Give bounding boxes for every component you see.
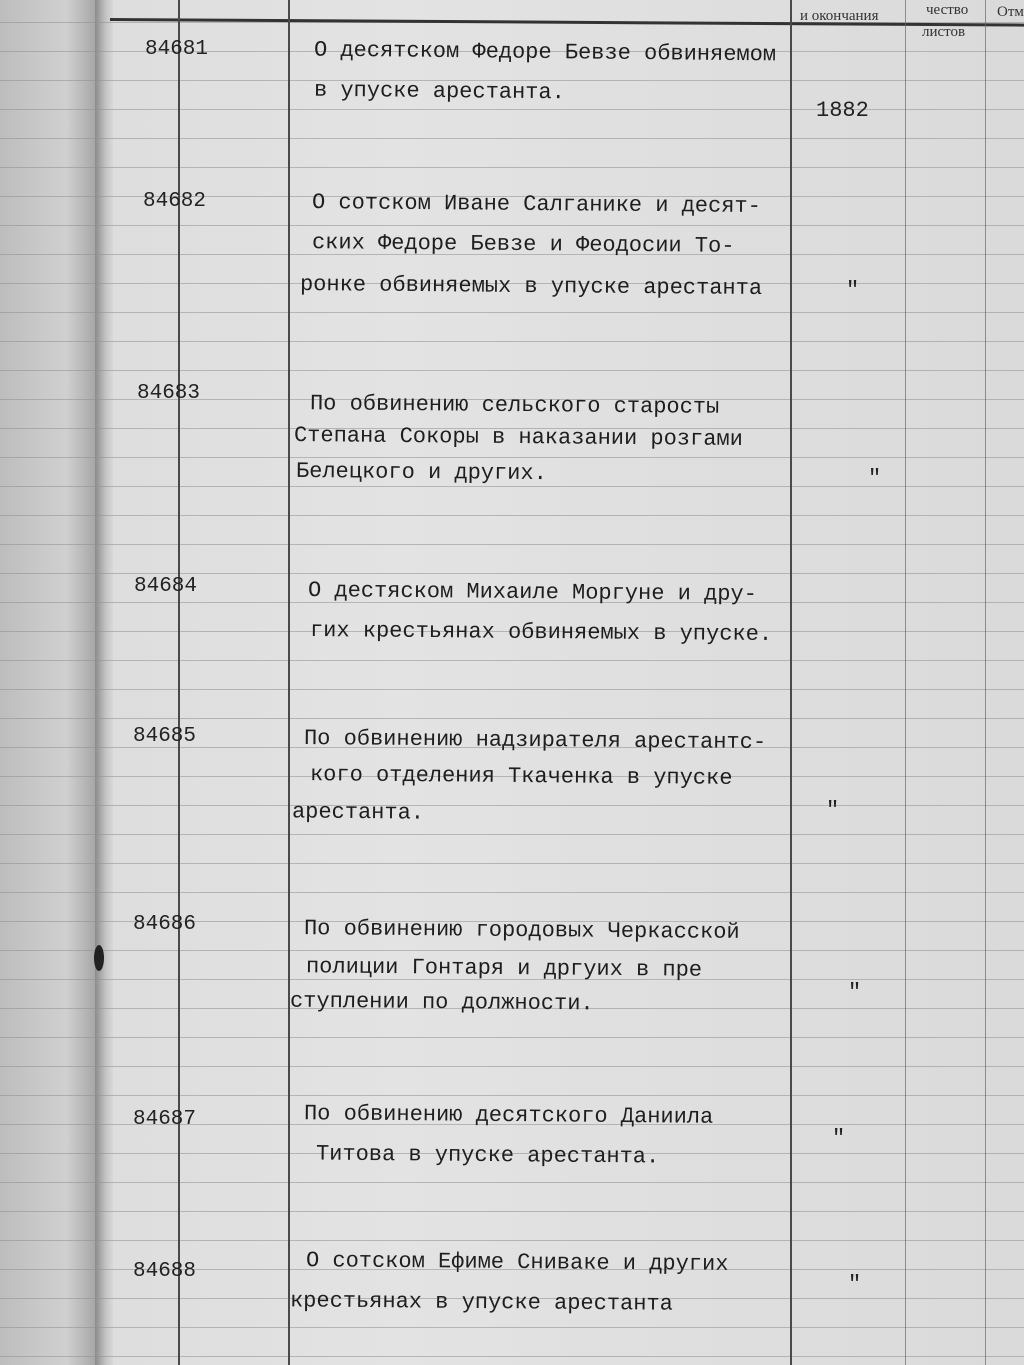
entry-number: 84688 (133, 1260, 197, 1283)
ditto-mark: " (868, 466, 882, 491)
entry-text-line: полиции Гонтаря и дргуих в пре (305, 954, 703, 983)
entry-text-line: По обвинению сельского старосты (309, 391, 720, 420)
entry-text-line: По обвинению надзирателя арестантс- (303, 725, 767, 756)
column-divider-title (288, 0, 290, 1365)
column-divider-dates (790, 0, 792, 1365)
ruled-line (0, 138, 1024, 139)
ruled-line (0, 863, 1024, 864)
entry-text-line: Белецкого и других. (295, 458, 547, 487)
ruled-line (0, 167, 1024, 168)
entry-text-line: По обвинению десятского Даниила (303, 1101, 714, 1130)
column-divider-notes (985, 0, 986, 1365)
column-divider-sheets (905, 0, 906, 1365)
ditto-mark: " (826, 798, 840, 823)
entry-text-line: О десятском Федоре Бевзе обвиняемом (313, 37, 777, 68)
ditto-mark: " (848, 980, 862, 1005)
entry-text-line: Степана Сокоры в наказании розгами (293, 423, 743, 452)
year-value: 1882 (816, 98, 869, 123)
ruled-line (0, 892, 1024, 893)
ruled-line (0, 544, 1024, 545)
ruled-line (0, 109, 1024, 110)
ruled-line (0, 1356, 1024, 1357)
ruled-line (0, 341, 1024, 342)
binding-hole (94, 945, 104, 971)
entry-number: 84684 (134, 575, 198, 598)
binding-gutter (95, 0, 113, 1365)
entry-text-line: Титова в упуске арестанта. (315, 1141, 660, 1170)
ruled-line (0, 457, 1024, 458)
ruled-line (0, 1066, 1024, 1067)
entry-text-line: крестьянах в упуске арестанта (289, 1288, 673, 1317)
header-dates: и окончания (800, 8, 879, 24)
entry-number: 84686 (133, 913, 197, 936)
entry-text-line: О сотском Ефиме Сниваке и других (305, 1248, 729, 1277)
ditto-mark: " (848, 1272, 862, 1297)
entry-text-line: ступлении по должности. (289, 988, 594, 1017)
entry-text-line: О дестяском Михаиле Моргуне и дру- (307, 578, 757, 607)
ruled-line (0, 515, 1024, 516)
ruled-line (0, 950, 1024, 951)
entry-text-line: ских Федоре Бевзе и Феодосии То- (311, 230, 735, 259)
ditto-mark: " (846, 278, 860, 303)
ruled-line (0, 312, 1024, 313)
entry-text-line: арестанта. (291, 799, 425, 826)
entry-number: 84683 (137, 382, 201, 405)
entry-number: 84687 (133, 1108, 197, 1131)
ruled-line (0, 718, 1024, 719)
ruled-line (0, 660, 1024, 661)
ruled-line (0, 689, 1024, 690)
ruled-line (0, 1095, 1024, 1096)
ditto-mark: " (832, 1126, 846, 1151)
entry-text-line: О сотском Иване Салганике и десят- (311, 190, 761, 219)
ruled-line (0, 1037, 1024, 1038)
ruled-line (0, 1327, 1024, 1328)
entry-text-line: в упуске арестанта. (313, 77, 565, 106)
ruled-line (0, 370, 1024, 371)
header-notes: Отм (997, 4, 1024, 20)
ruled-line (0, 805, 1024, 806)
ruled-line (0, 225, 1024, 226)
ruled-line (0, 1240, 1024, 1241)
previous-page-edge (0, 0, 95, 1365)
entry-text-line: ронке обвиняемых в упуске арестанта (299, 271, 763, 302)
ruled-line (0, 1182, 1024, 1183)
header-sheets-line2: листов (922, 24, 966, 40)
entry-text-line: По обвинению городовых Черкасской (303, 916, 740, 945)
ruled-line (0, 1211, 1024, 1212)
header-sheets-line1: чество (926, 2, 969, 18)
entry-text-line: гих крестьянах обвиняемых в упуске. (309, 617, 773, 648)
entry-number: 84681 (145, 38, 209, 61)
entry-number: 84685 (133, 725, 197, 748)
entry-text-line: кого отделения Ткаченка в упуске (309, 762, 733, 791)
ruled-line (0, 834, 1024, 835)
entry-number: 84682 (143, 190, 207, 213)
ruled-line (0, 573, 1024, 574)
